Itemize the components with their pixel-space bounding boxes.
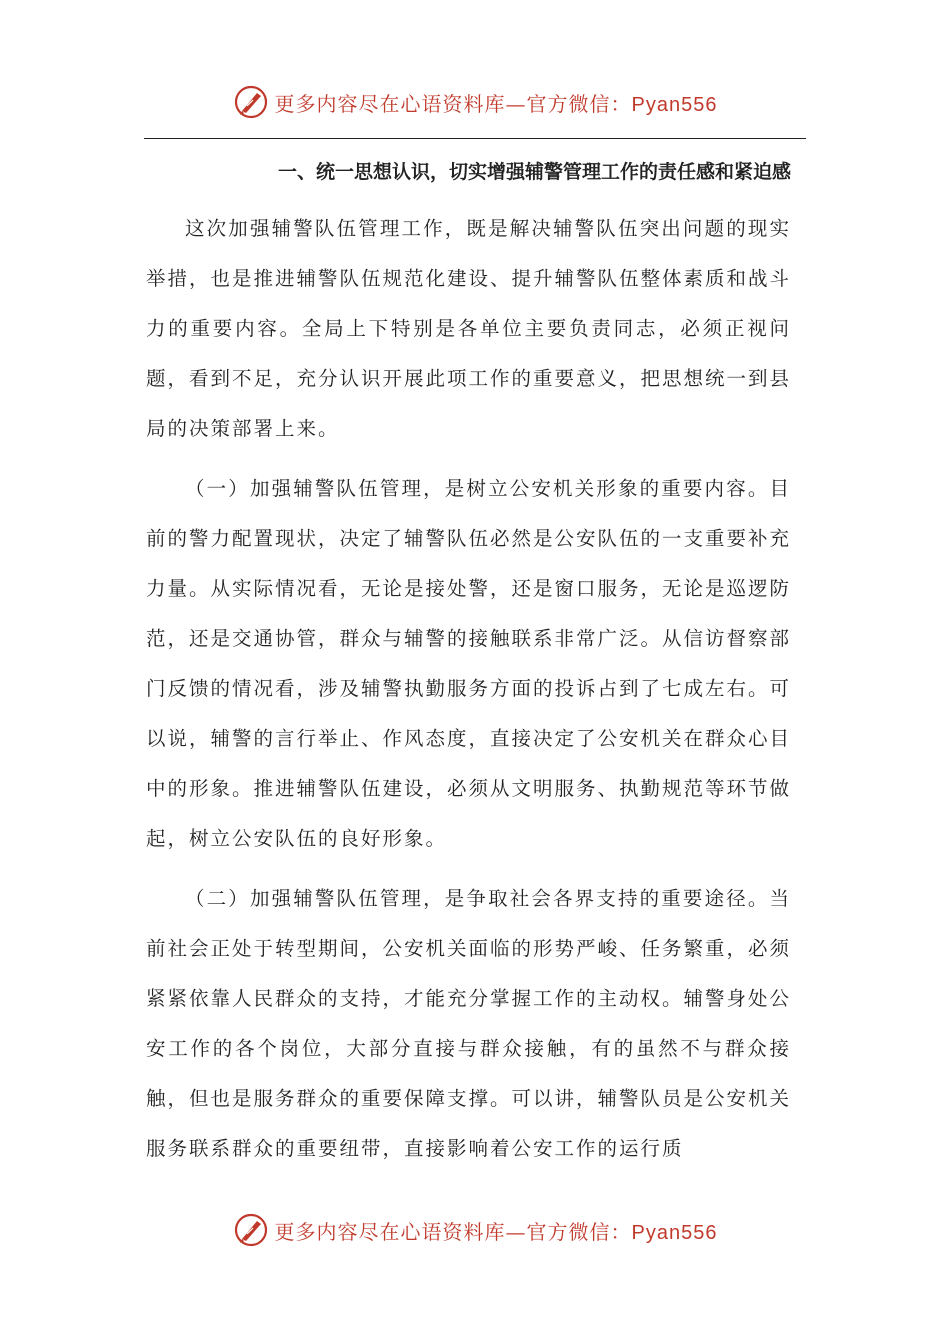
paragraph-point-1: （一）加强辅警队伍管理，是树立公安机关形象的重要内容。目前的警力配置现状，决定了辅警队伍必然是公安队伍的一支重要补充力量。从实际情况看，无论是接处警，还是窗口服务，无论是巡逻防范，还是交通协管，群众与辅警的接触联系非常广泛。从信访督察部门反馈的情况看，涉及辅警执勤服务方面的投诉占到了七成左右。可以说，辅警的言行举止、作风态度，直接决定了公安机关在群众心目中的形象。推进辅警队伍建设，必须从文明服务、执勤规范等环节做起，树立公安队伍的良好形象。 bbox=[146, 477, 792, 850]
pen-logo-icon bbox=[233, 84, 269, 120]
pen-logo-icon bbox=[233, 1212, 269, 1248]
header-banner-text: 更多内容尽在心语资料库—官方微信：Pyan556 bbox=[274, 91, 718, 116]
header-watermark-banner bbox=[0, 80, 950, 124]
footer-banner-text: 更多内容尽在心语资料库—官方微信：Pyan556 bbox=[274, 1219, 718, 1244]
paragraph-intro: 这次加强辅警队伍管理工作，既是解决辅警队伍突出问题的现实举措，也是推进辅警队伍规范化建设、提升辅警队伍整体素质和战斗力的重要内容。全局上下特别是各单位主要负责同志，必须正视问题，看到不足，充分认识开展此项工作的重要意义，把思想统一到县局的决策部署上来。 bbox=[146, 217, 792, 440]
footer-wechat-id: Pyan556 bbox=[631, 1221, 718, 1244]
section-heading: 一、统一思想认识，切实增强辅警管理工作的责任感和紧迫感 bbox=[277, 161, 791, 183]
paragraph-point-2: （二）加强辅警队伍管理，是争取社会各界支持的重要途径。当前社会正处于转型期间，公安机关面临的形势严峻、任务繁重，必须紧紧依靠人民群众的支持，才能充分掌握工作的主动权。辅警身处公安工作的各个岗位，大部分直接与群众接触，有的虽然不与群众接触，但也是服务群众的重要保障支撑。可以讲，辅警队员是公安机关服务联系群众的重要纽带，直接影响着公安工作的运行质 bbox=[146, 887, 792, 1160]
document-body bbox=[146, 152, 791, 1174]
header-divider bbox=[144, 138, 806, 139]
footer-watermark-banner bbox=[0, 1208, 950, 1252]
header-wechat-id: Pyan556 bbox=[631, 93, 718, 116]
